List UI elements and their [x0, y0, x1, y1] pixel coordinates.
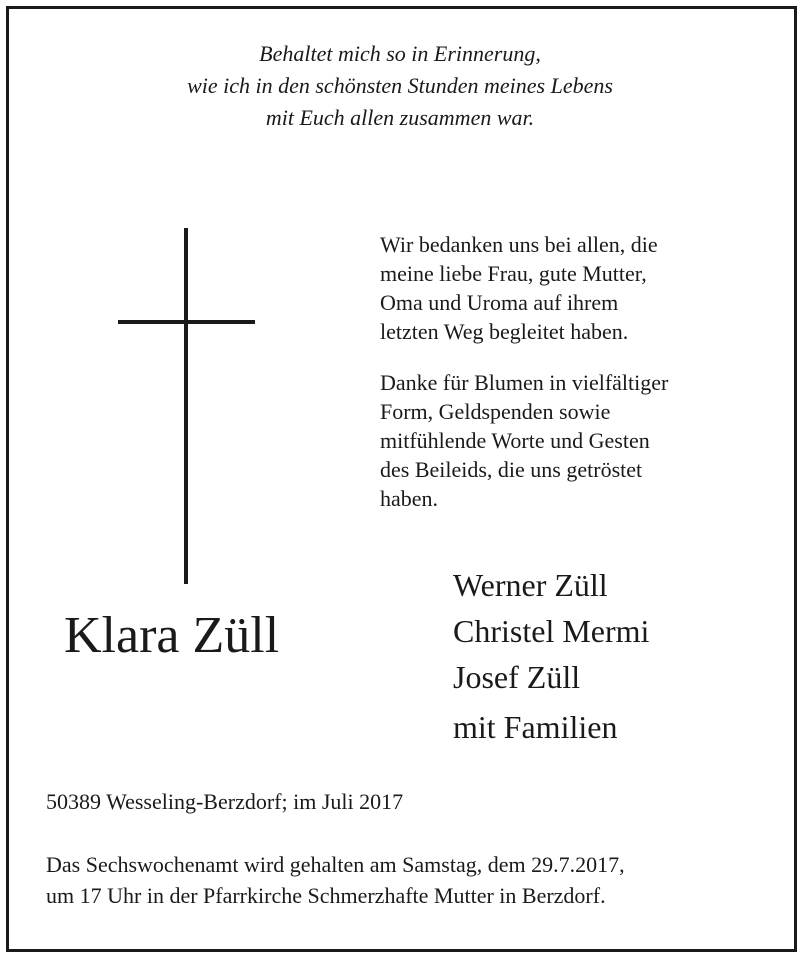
signer-name: Josef Züll [453, 659, 581, 695]
thanks-text [380, 230, 668, 513]
service-line: um 17 Uhr in der Pfarrkirche Schmerzhafte Mutter in Berzdorf. [46, 883, 606, 908]
location-date: 50389 Wesseling-Berzdorf; im Juli 2017 [46, 789, 404, 814]
quote-line: Behaltet mich so in Erinnerung, [259, 41, 541, 66]
thanks-line: mitfühlende Worte und Gesten [380, 428, 650, 453]
signer-name: Werner Züll [453, 567, 608, 603]
thanks-line: meine liebe Frau, gute Mutter, [380, 261, 647, 286]
thanks-line: Wir bedanken uns bei allen, die [380, 232, 658, 257]
thanks-line: Oma und Uroma auf ihrem [380, 290, 619, 315]
memorial-quote [0, 38, 800, 134]
thanks-line: letzten Weg begleitet haben. [380, 319, 629, 344]
thanks-line: des Beileids, die uns getröstet [380, 457, 643, 482]
service-announcement [46, 849, 625, 911]
thanks-paragraph-1 [380, 230, 668, 346]
signers-block [453, 562, 649, 750]
signer-family: mit Familien [453, 709, 618, 745]
signer-name: Christel Mermi [453, 613, 650, 649]
cross-horizontal-beam [118, 320, 255, 324]
thanks-paragraph-2 [380, 368, 668, 513]
deceased-name: Klara Züll [64, 607, 280, 664]
thanks-line: Danke für Blumen in vielfältiger [380, 370, 669, 395]
thanks-line: haben. [380, 486, 439, 511]
cross-vertical-beam [184, 228, 188, 584]
quote-line: mit Euch allen zusammen war. [265, 105, 535, 130]
service-line: Das Sechswochenamt wird gehalten am Samstag, dem 29.7.2017, [46, 852, 625, 877]
thanks-line: Form, Geldspenden sowie [380, 399, 611, 424]
quote-line: wie ich in den schönsten Stunden meines Lebens [187, 73, 613, 98]
